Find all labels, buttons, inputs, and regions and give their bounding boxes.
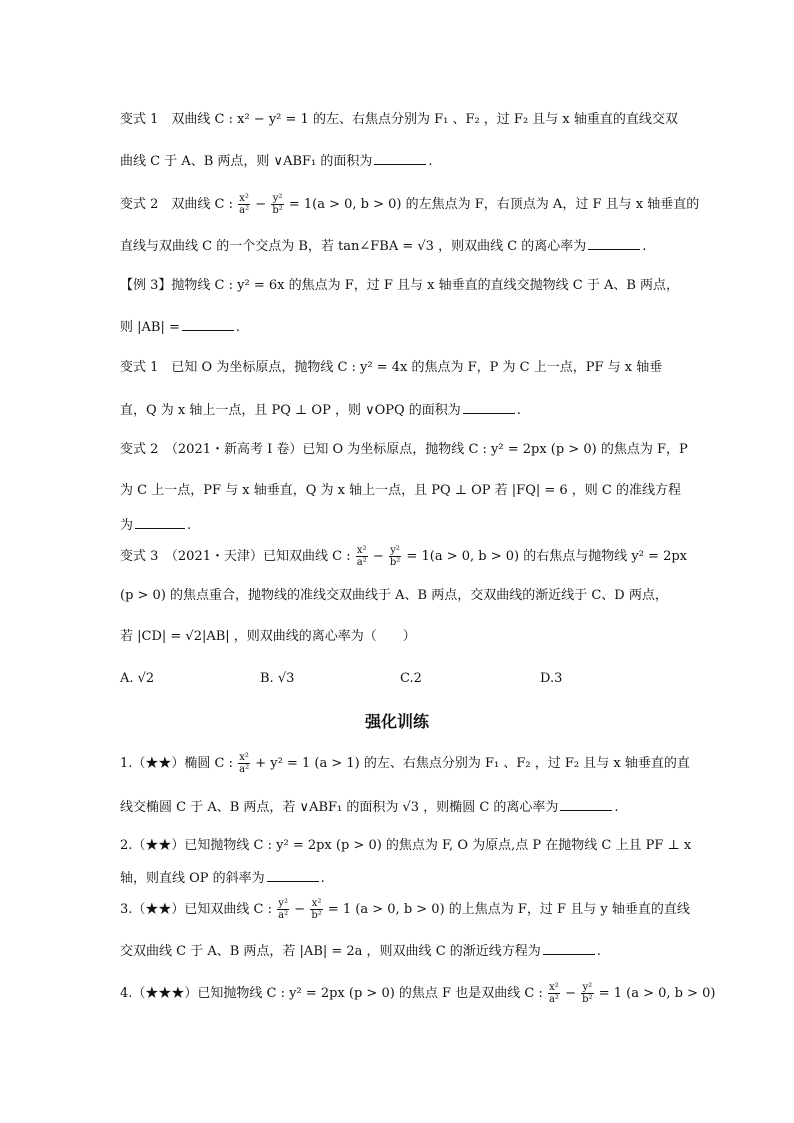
line-text: 2.（★★）已知抛物线 C : y² = 2px (p > 0) 的焦点为 F, O 为原点,点 P 在抛物线 C 上且 PF ⊥ x	[120, 838, 692, 853]
answer-blank[interactable]	[374, 150, 426, 165]
text-line	[120, 276, 679, 296]
option-a[interactable]: A. √2	[120, 671, 155, 686]
line-text: 4.（★★★）已知抛物线 C : y² = 2px (p > 0) 的焦点 F 也是双曲线 C :	[120, 986, 543, 1001]
text-line: 直，Q 为 x 轴上一点，且 PQ ⊥ OP ，则 ∨OPQ 的面积为 .	[120, 399, 521, 421]
minus-sign: −	[565, 986, 576, 1001]
text-line	[120, 586, 668, 606]
line-text: = 1 (a > 0, b > 0) 的上焦点为 F，过 F 且与 y 轴垂直的直线	[327, 902, 690, 917]
line-text: 为 C 上一点，PF 与 x 轴垂直，Q 为 x 轴上一点，且 PQ ⊥ OP 若 |FQ| = 6 ，则 C 的准线方程	[120, 483, 681, 498]
line-text: 【例 3】抛物线 C : y² = 6x 的焦点为 F，过 F 且与 x 轴垂直的直线交抛物线 C 于 A、B 两点，	[120, 278, 680, 293]
fraction: $\frac{\text{y²}}{\text{b²}}$	[389, 545, 401, 568]
text-line	[120, 836, 691, 856]
line-text: 3.（★★）已知双曲线 C :	[120, 902, 272, 917]
minus-sign: −	[294, 902, 306, 917]
text-line: 交双曲线 C 于 A、B 两点，若 |AB| = 2a ，则双曲线 C 的渐近线方程为 .	[120, 940, 601, 962]
answer-blank[interactable]	[135, 514, 185, 529]
answer-blank[interactable]	[463, 399, 515, 414]
line-text: 变式 2 （2021・新高考 I 卷）已知 O 为坐标原点，抛物线 C : y² = 2px (p > 0) 的焦点为 F，P	[120, 442, 688, 457]
text-line	[120, 627, 416, 647]
line-text: = 1 (a > 0, b > 0)	[598, 986, 716, 1001]
fraction: $\frac{\text{x²}}{\text{a²}}$	[356, 545, 367, 568]
text-line: 轴，则直线 OP 的斜率为 .	[120, 867, 325, 889]
answer-blank[interactable]	[543, 940, 595, 955]
text-line: 曲线 C 于 A、B 两点，则 ∨ABF₁ 的面积为 .	[120, 150, 433, 172]
text-line	[120, 193, 699, 216]
answer-blank[interactable]	[560, 796, 612, 811]
text-line	[120, 898, 690, 921]
text-line: 则 |AB| = .	[120, 316, 240, 338]
option-b[interactable]: B. √3	[260, 671, 295, 686]
section-heading: 强化训练	[364, 712, 429, 731]
answer-blank[interactable]	[267, 867, 319, 882]
line-text: (p > 0) 的焦点重合，抛物线的准线交双曲线于 A、B 两点，交双曲线的渐近线于 C、D 两点，	[120, 588, 668, 603]
line-text: 直线与双曲线 C 的一个交点为 B，若 tan∠FBA = √3 ，则双曲线 C 的离心率为	[120, 239, 587, 254]
answer-blank[interactable]	[182, 316, 234, 331]
fraction: $\frac{\text{y²}}{\text{b²}}$	[582, 982, 593, 1005]
line-text: 则 |AB| =	[120, 320, 180, 335]
fraction: $\frac{\text{x²}}{\text{a²}}$	[239, 752, 250, 775]
fraction: $\frac{\text{x²}}{\text{a²}}$	[239, 193, 250, 216]
line-text: = 1(a > 0, b > 0) 的右焦点与抛物线 y² = 2px	[406, 549, 688, 564]
line-text: 变式 3 （2021・天津）已知双曲线 C :	[120, 549, 351, 564]
minus-sign: −	[372, 549, 384, 564]
line-text: + y² = 1 (a > 1) 的左、右焦点分别为 F₁ 、F₂ ，过 F₂ 且与 x 轴垂直的直	[255, 756, 690, 771]
line-text: 为	[120, 518, 134, 533]
text-line	[120, 110, 678, 130]
answer-blank[interactable]	[588, 235, 640, 250]
line-text: 若 |CD| = √2|AB| ，则双曲线的离心率为（ ）	[120, 629, 416, 644]
text-line	[120, 545, 687, 568]
line-text: 变式 2 双曲线 C :	[120, 197, 233, 212]
line-text: 1.（★★）椭圆 C :	[120, 756, 233, 771]
line-text: 线交椭圆 C 于 A、B 两点，若 ∨ABF₁ 的面积为 √3 ，则椭圆 C 的离心率为	[120, 800, 559, 815]
line-text: = 1(a > 0, b > 0) 的左焦点为 F，右顶点为 A，过 F 且与 x 轴垂直的	[288, 197, 700, 212]
fraction: $\frac{\text{y²}}{\text{a²}}$	[278, 898, 289, 921]
line-text: 直，Q 为 x 轴上一点，且 PQ ⊥ OP ，则 ∨OPQ 的面积为	[120, 403, 461, 418]
option-c[interactable]: C.2	[400, 671, 422, 686]
text-line: 线交椭圆 C 于 A、B 两点，若 ∨ABF₁ 的面积为 √3 ，则椭圆 C 的离心率为 .	[120, 796, 619, 818]
text-line	[120, 982, 715, 1005]
option-d[interactable]: D.3	[540, 671, 563, 686]
text-line	[120, 358, 662, 378]
fraction: $\frac{\text{x²}}{\text{b²}}$	[311, 898, 322, 921]
text-line: 直线与双曲线 C 的一个交点为 B，若 tan∠FBA = √3 ，则双曲线 C 的离心率为 .	[120, 235, 646, 257]
fraction: $\frac{\text{y²}}{\text{b²}}$	[272, 193, 283, 216]
fraction: $\frac{\text{x²}}{\text{a²}}$	[548, 982, 559, 1005]
line-text: 轴，则直线 OP 的斜率为	[120, 871, 265, 886]
text-line	[120, 752, 690, 775]
minus-sign: −	[255, 197, 267, 212]
line-text: 曲线 C 于 A、B 两点，则 ∨ABF₁ 的面积为	[120, 154, 373, 169]
line-text: 交双曲线 C 于 A、B 两点，若 |AB| = 2a ，则双曲线 C 的渐近线方程为	[120, 944, 541, 959]
text-line	[120, 481, 681, 501]
text-line: 为 .	[120, 514, 191, 536]
text-line	[120, 440, 688, 460]
line-text: 变式 1 双曲线 C : x² − y² = 1 的左、右焦点分别为 F₁ 、F₂ ，过 F₂ 且与 x 轴重直的直线交双	[120, 112, 678, 127]
line-text: 变式 1 已知 O 为坐标原点，抛物线 C : y² = 4x 的焦点为 F，P 为 C 上一点，PF 与 x 轴垂	[120, 360, 663, 375]
